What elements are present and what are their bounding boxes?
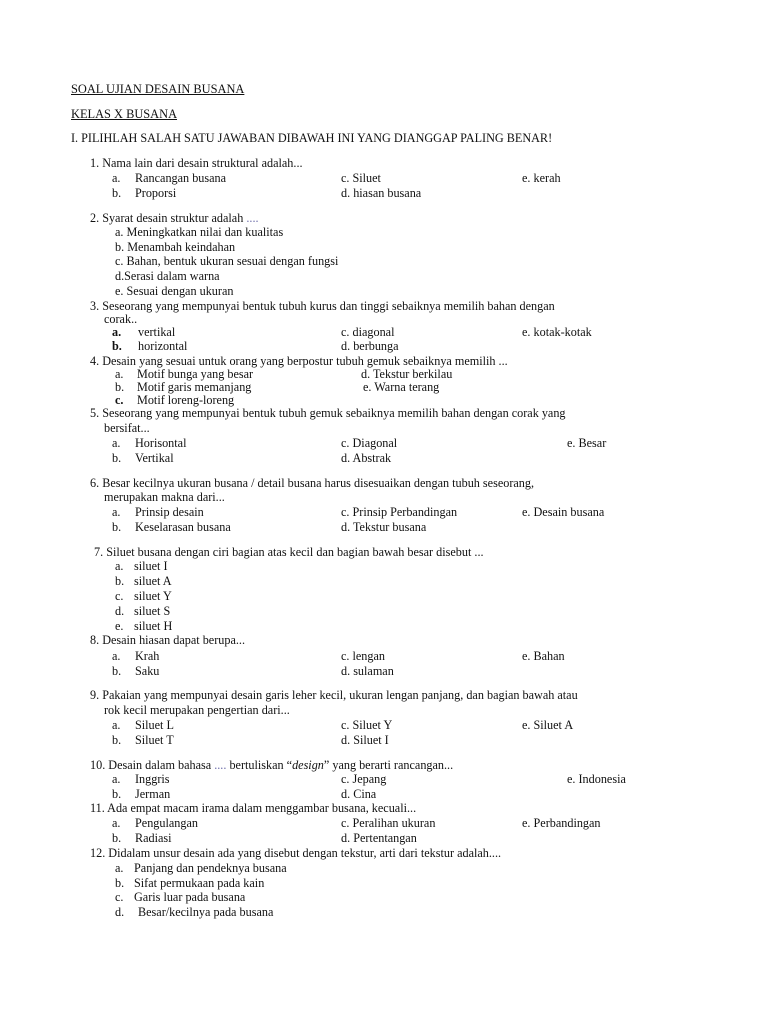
- option-text: vertikal: [138, 325, 176, 339]
- option-text: Rancangan busana: [135, 171, 227, 185]
- option-letter: d.: [115, 604, 125, 618]
- question-1: 1. Nama lain dari desain struktural adalah...: [90, 156, 303, 170]
- option-letter: b.: [112, 339, 122, 353]
- question-6: 6. Besar kecilnya ukuran busana / detail busana harus disesuaikan dengan tubuh seseorang,: [90, 476, 535, 490]
- option-letter: e.: [115, 619, 124, 633]
- option-letter: b.: [112, 664, 122, 678]
- option-letter: a.: [112, 171, 121, 185]
- option-letter: a.: [112, 816, 121, 830]
- option-text: c. Diagonal: [341, 436, 398, 450]
- option-letter: b.: [112, 787, 122, 801]
- question-3: 3. Seseorang yang mempunyai bentuk tubuh kurus dan tinggi sebaiknya memilih bahan dengan: [90, 299, 555, 313]
- option-text: Vertikal: [135, 451, 174, 465]
- option-text: c. Siluet: [341, 171, 381, 185]
- option-letter: b.: [112, 831, 122, 845]
- option-text: Sifat permukaan pada kain: [134, 876, 265, 890]
- option-text: siluet Y: [134, 589, 172, 603]
- option-text: Motif bunga yang besar: [137, 367, 254, 381]
- option-text: d. Siluet I: [341, 733, 389, 747]
- option-text: c. diagonal: [341, 325, 395, 339]
- option-text: e. kerah: [522, 171, 561, 185]
- question-5: 5. Seseorang yang mempunyai bentuk tubuh gemuk sebaiknya memilih bahan dengan corak yang: [90, 406, 566, 420]
- option-text: e. Warna terang: [363, 380, 440, 394]
- option-text: c. Prinsip Perbandingan: [341, 505, 458, 519]
- option-text: d. Abstrak: [341, 451, 392, 465]
- option-text: horizontal: [138, 339, 188, 353]
- question-text: 10. Desain dalam bahasa: [90, 758, 212, 772]
- question-text: ” yang berarti rancangan...: [323, 758, 454, 772]
- question-7: 7. Siluet busana dengan ciri bagian atas kecil dan bagian bawah besar disebut ...: [94, 545, 484, 559]
- option-letter: b.: [115, 380, 125, 394]
- option-letter: c.: [115, 393, 124, 407]
- option-text: Saku: [135, 664, 160, 678]
- option-text: e. Sesuai dengan ukuran: [115, 284, 234, 298]
- option-text: e. Indonesia: [567, 772, 626, 786]
- option-text: Horisontal: [135, 436, 187, 450]
- option-text: c. Siluet Y: [341, 718, 393, 732]
- option-text: e. Siluet A: [522, 718, 574, 732]
- option-letter: b.: [112, 451, 122, 465]
- question-9-cont: rok kecil merupakan pengertian dari...: [104, 703, 290, 717]
- option-text: d. Cina: [341, 787, 377, 801]
- option-text: d. Pertentangan: [341, 831, 417, 845]
- option-text: siluet H: [134, 619, 173, 633]
- question-text: 2. Syarat desain struktur adalah: [90, 211, 244, 225]
- option-text: Panjang dan pendeknya busana: [134, 861, 287, 875]
- option-text: d.Serasi dalam warna: [115, 269, 220, 283]
- option-letter: a.: [112, 325, 122, 339]
- option-letter: a.: [112, 505, 121, 519]
- option-text: siluet S: [134, 604, 171, 618]
- option-text: Siluet L: [135, 718, 174, 732]
- option-letter: b.: [112, 186, 122, 200]
- option-text: d. Tekstur berkilau: [361, 367, 453, 381]
- question-12: 12. Didalam unsur desain ada yang disebut dengan tekstur, arti dari tekstur adalah....: [90, 846, 502, 860]
- exam-title: SOAL UJIAN DESAIN BUSANA: [71, 82, 245, 96]
- option-text: Pengulangan: [135, 816, 198, 830]
- option-text: a. Meningkatkan nilai dan kualitas: [115, 225, 284, 239]
- question-6-cont: merupakan makna dari...: [104, 490, 225, 504]
- option-text: Prinsip desain: [135, 505, 204, 519]
- question-8: 8. Desain hiasan dapat berupa...: [90, 633, 245, 647]
- option-text: e. kotak-kotak: [522, 325, 592, 339]
- option-text: Keselarasan busana: [135, 520, 231, 534]
- option-text: d. berbunga: [341, 339, 399, 353]
- option-text: Siluet T: [135, 733, 174, 747]
- option-letter: a.: [115, 559, 124, 573]
- option-letter: c.: [115, 890, 124, 904]
- option-text: Motif garis memanjang: [137, 380, 252, 394]
- question-11: 11. Ada empat macam irama dalam menggambar busana, kecuali...: [90, 801, 417, 815]
- option-text: c. Bahan, bentuk ukuran sesuai dengan fungsi: [115, 254, 339, 268]
- option-letter: d.: [115, 905, 125, 919]
- option-text: Besar/kecilnya pada busana: [138, 905, 274, 919]
- option-text: d. sulaman: [341, 664, 394, 678]
- option-text: Radiasi: [135, 831, 172, 845]
- option-text: Motif loreng-loreng: [137, 393, 235, 407]
- option-text: e. Besar: [567, 436, 607, 450]
- option-letter: a.: [112, 436, 121, 450]
- option-text: siluet A: [134, 574, 172, 588]
- option-text: Proporsi: [135, 186, 177, 200]
- blank-dots: ....: [214, 758, 227, 772]
- option-text: Jerman: [135, 787, 171, 801]
- option-text: c. lengan: [341, 649, 385, 663]
- question-9: 9. Pakaian yang mempunyai desain garis leher kecil, ukuran lengan panjang, dan bagian bawah atau: [90, 688, 578, 702]
- option-text: d. Tekstur busana: [341, 520, 427, 534]
- question-4: 4. Desain yang sesuai untuk orang yang berpostur tubuh gemuk sebaiknya memilih ...: [90, 354, 508, 368]
- option-text: c. Peralihan ukuran: [341, 816, 436, 830]
- option-text: c. Jepang: [341, 772, 387, 786]
- option-text: Garis luar pada busana: [134, 890, 246, 904]
- question-text: bertuliskan “: [229, 758, 293, 772]
- question-10: [90, 758, 453, 772]
- section-instruction: I. PILIHLAH SALAH SATU JAWABAN DIBAWAH INI YANG DIANGGAP PALING BENAR!: [71, 131, 553, 145]
- question-5-cont: bersifat...: [104, 421, 150, 435]
- option-text: siluet I: [134, 559, 168, 573]
- option-letter: b.: [115, 574, 125, 588]
- option-text: e. Perbandingan: [522, 816, 601, 830]
- option-letter: b.: [112, 520, 122, 534]
- option-text: Krah: [135, 649, 160, 663]
- option-letter: a.: [112, 649, 121, 663]
- option-letter: b.: [112, 733, 122, 747]
- question-3-cont: corak..: [104, 312, 138, 326]
- option-text: b. Menambah keindahan: [115, 240, 236, 254]
- option-letter: a.: [112, 718, 121, 732]
- option-letter: a.: [115, 367, 124, 381]
- option-text: Inggris: [135, 772, 170, 786]
- option-letter: a.: [112, 772, 121, 786]
- option-letter: a.: [115, 861, 124, 875]
- option-letter: c.: [115, 589, 124, 603]
- italic-term: design: [292, 758, 324, 772]
- option-text: e. Bahan: [522, 649, 565, 663]
- blank-dots: ....: [246, 211, 259, 225]
- option-text: e. Desain busana: [522, 505, 605, 519]
- option-letter: b.: [115, 876, 125, 890]
- class-label: KELAS X BUSANA: [71, 107, 178, 121]
- question-2: [90, 211, 259, 225]
- option-text: d. hiasan busana: [341, 186, 422, 200]
